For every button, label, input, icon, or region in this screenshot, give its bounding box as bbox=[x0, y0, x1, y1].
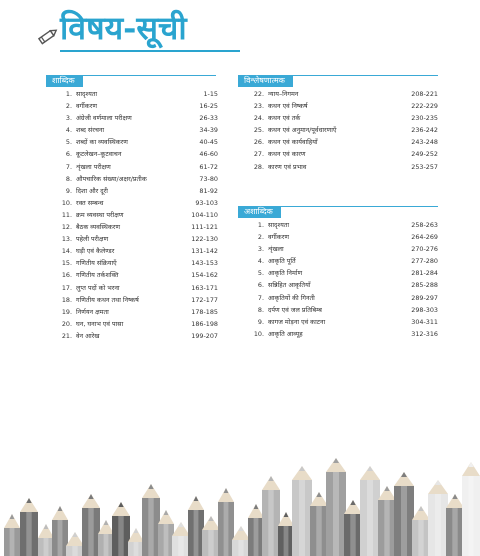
toc-row bbox=[46, 330, 218, 342]
toc-number: 17. bbox=[61, 283, 72, 292]
pencil-lead bbox=[452, 494, 457, 499]
toc-number: 25. bbox=[253, 126, 264, 135]
toc-chapter-title: पहेली परीक्षण bbox=[76, 235, 109, 244]
pencil-highlight bbox=[224, 502, 229, 556]
pencil-highlight bbox=[384, 500, 389, 556]
toc-number: 22. bbox=[253, 90, 264, 98]
pencil-lead bbox=[118, 502, 123, 507]
pencil-highlight bbox=[194, 510, 199, 556]
pencil-lead bbox=[401, 472, 407, 477]
toc-chapter-title: वर्गीकरण bbox=[268, 233, 289, 242]
toc-number: 15. bbox=[61, 259, 72, 268]
pencil-lead bbox=[254, 504, 259, 509]
toc-chapter-title: दर्पण एवं जल प्रतिबिम्ब bbox=[268, 305, 322, 314]
toc-page-range: 172-177 bbox=[191, 295, 218, 304]
toc-page-range: 122-130 bbox=[191, 235, 218, 244]
toc-chapter-title: आकृति आव्यूह bbox=[268, 329, 303, 338]
toc-row bbox=[238, 136, 438, 148]
toc-chapter-title: सादृश्यता bbox=[76, 90, 98, 98]
pencil-lead bbox=[367, 466, 373, 471]
toc-page-range: 264-269 bbox=[411, 233, 438, 242]
toc-chapter-title: शृंखला परीक्षण bbox=[76, 162, 111, 171]
toc-chapter-title: घड़ी एवं कैलेण्डर bbox=[76, 247, 115, 256]
pencil-lead bbox=[316, 492, 321, 497]
pencil-icon bbox=[36, 24, 60, 48]
toc-number: 1. bbox=[65, 90, 72, 98]
toc-row bbox=[238, 112, 438, 124]
toc-number: 1. bbox=[257, 221, 264, 229]
section-heading: अशाब्दिक bbox=[238, 206, 281, 218]
page-title: विषय-सूची bbox=[60, 9, 187, 47]
toc-number: 7. bbox=[65, 162, 72, 171]
toc-row bbox=[46, 221, 218, 233]
toc-row bbox=[46, 282, 218, 294]
toc-row bbox=[46, 148, 218, 160]
toc-number: 6. bbox=[257, 281, 264, 290]
toc-number: 3. bbox=[257, 245, 264, 254]
toc-page-range: 16-25 bbox=[199, 102, 218, 111]
toc-page-range: 154-162 bbox=[191, 271, 218, 280]
pencil-lead bbox=[435, 480, 441, 485]
toc-row bbox=[46, 197, 218, 209]
toc-page-range: 249-252 bbox=[411, 150, 438, 159]
pencil-highlight bbox=[164, 524, 169, 556]
toc-number: 4. bbox=[257, 257, 264, 266]
toc-number: 14. bbox=[61, 247, 72, 256]
toc-chapter-title: रक्त सम्बन्ध bbox=[76, 198, 104, 207]
toc-number: 6. bbox=[65, 150, 72, 159]
toc-row bbox=[46, 88, 218, 100]
pencil-lead bbox=[104, 520, 109, 525]
toc-chapter-title: कथन एवं कारण bbox=[268, 150, 306, 159]
toc-number: 7. bbox=[257, 293, 264, 302]
toc-number: 5. bbox=[257, 269, 264, 278]
toc-number: 9. bbox=[257, 317, 264, 326]
toc-page-range: 304-311 bbox=[411, 317, 438, 326]
pencil-highlight bbox=[44, 538, 49, 556]
pencil-lead bbox=[208, 516, 213, 521]
pencil-lead bbox=[10, 514, 15, 519]
toc-row bbox=[46, 294, 218, 306]
pencil-highlight bbox=[268, 490, 273, 556]
toc-row bbox=[46, 100, 218, 112]
pencil-highlight bbox=[316, 506, 321, 556]
toc-row bbox=[238, 267, 438, 279]
toc-chapter-title: शृंखला bbox=[268, 245, 284, 254]
toc-chapter-title: गणितीय कथन तथा निष्कर्ष bbox=[76, 295, 139, 304]
toc-row bbox=[238, 88, 438, 100]
toc-row bbox=[238, 292, 438, 304]
toc-row bbox=[238, 100, 438, 112]
pencil-lead bbox=[194, 496, 199, 501]
pencil-lead bbox=[26, 498, 31, 503]
pencil-highlight bbox=[104, 534, 109, 556]
toc-number: 27. bbox=[253, 150, 264, 159]
pencil-highlight bbox=[333, 472, 339, 556]
toc-row bbox=[46, 257, 218, 269]
toc-page-range: 111-121 bbox=[191, 223, 218, 232]
toc-row bbox=[46, 318, 218, 330]
toc-chapter-title: आकृतियों की गिनती bbox=[268, 293, 315, 302]
toc-page-range: 186-198 bbox=[191, 319, 218, 328]
section-nonverbal bbox=[238, 206, 438, 338]
pencil-lead bbox=[418, 506, 423, 511]
pencil-highlight bbox=[88, 508, 93, 556]
toc-chapter-title: अंग्रेजी वर्णमाला परीक्षण bbox=[76, 114, 132, 123]
toc-chapter-title: कथन एवं कार्यवाहियाँ bbox=[268, 138, 318, 147]
toc-page-range: 163-171 bbox=[191, 283, 218, 292]
pencil-lead bbox=[44, 524, 49, 529]
toc-row bbox=[46, 161, 218, 173]
pencil-lead bbox=[164, 510, 169, 515]
toc-page-range: 281-284 bbox=[411, 269, 438, 278]
pencil-lead bbox=[299, 466, 305, 471]
toc-number: 21. bbox=[61, 331, 72, 340]
toc-chapter-title: आकृति पूर्ति bbox=[268, 257, 296, 266]
toc-page-range: 277-280 bbox=[411, 257, 438, 266]
pencils-illustration bbox=[0, 436, 480, 556]
pencil-highlight bbox=[367, 480, 373, 556]
pencil-lead bbox=[468, 462, 473, 467]
section-heading: शाब्दिक bbox=[46, 75, 83, 87]
pencil-highlight bbox=[254, 518, 259, 556]
section-analytical bbox=[238, 75, 438, 171]
pencil-highlight bbox=[284, 526, 289, 556]
toc-page-range: 93-103 bbox=[195, 198, 218, 207]
toc-row bbox=[46, 306, 218, 318]
toc-chapter-title: वेन आरेख bbox=[76, 331, 100, 340]
toc-row bbox=[46, 124, 218, 136]
toc-page-range: 298-303 bbox=[411, 305, 438, 314]
toc-row bbox=[238, 316, 438, 328]
pencil-lead bbox=[333, 458, 339, 463]
toc-page-range: 289-297 bbox=[411, 293, 438, 302]
toc-number: 5. bbox=[65, 138, 72, 147]
toc-page-range: 236-242 bbox=[411, 126, 438, 135]
toc-number: 10. bbox=[61, 198, 72, 207]
section-heading: विश्लेषणात्मक bbox=[238, 75, 293, 87]
pencil-highlight bbox=[238, 540, 243, 556]
toc-number: 9. bbox=[65, 186, 72, 195]
toc-chapter-title: दिशा और दूरी bbox=[76, 186, 108, 195]
toc-chapter-title: न्याय–निगमन bbox=[268, 90, 299, 98]
toc-page-range: 81-92 bbox=[199, 186, 218, 195]
pencil-lead bbox=[148, 484, 153, 489]
toc-number: 2. bbox=[65, 102, 72, 111]
pencil-highlight bbox=[452, 508, 457, 556]
pencil-lead bbox=[238, 526, 243, 531]
pencil-highlight bbox=[58, 520, 63, 556]
pencil-highlight bbox=[134, 542, 139, 556]
toc-number: 11. bbox=[61, 210, 72, 219]
toc-chapter-title: आकृति निर्माण bbox=[268, 269, 303, 278]
toc-row bbox=[238, 279, 438, 291]
pencil-highlight bbox=[418, 520, 423, 556]
pencil-lead bbox=[58, 506, 63, 511]
toc-chapter-title: शब्द संरचना bbox=[76, 126, 105, 135]
toc-chapter-title: औपचारिक संख्या/अक्षर/प्रतीक bbox=[76, 174, 147, 183]
toc-chapter-title: गणितीय तर्कशक्ति bbox=[76, 271, 119, 280]
pencil-lead bbox=[384, 486, 389, 491]
toc-page-range: 104-110 bbox=[191, 210, 218, 219]
toc-number: 26. bbox=[253, 138, 264, 147]
toc-page-range: 73-80 bbox=[199, 174, 218, 183]
toc-number: 24. bbox=[253, 114, 264, 123]
toc-chapter-title: कथन एवं तर्क bbox=[268, 114, 301, 123]
pencil-lead bbox=[224, 488, 229, 493]
pencil-highlight bbox=[26, 512, 31, 556]
pencil-highlight bbox=[299, 480, 305, 556]
toc-page-range: 143-153 bbox=[191, 259, 218, 268]
toc-number: 28. bbox=[253, 162, 264, 171]
toc-page-range: 222-229 bbox=[411, 102, 438, 111]
pencil-highlight bbox=[10, 528, 15, 556]
section-verbal bbox=[46, 75, 218, 340]
toc-row bbox=[46, 173, 218, 185]
toc-row bbox=[46, 209, 218, 221]
toc-row bbox=[46, 245, 218, 257]
pencil-highlight bbox=[350, 514, 355, 556]
toc-row bbox=[46, 269, 218, 281]
toc-number: 19. bbox=[61, 307, 72, 316]
toc-row bbox=[46, 185, 218, 197]
toc-number: 13. bbox=[61, 235, 72, 244]
toc-row bbox=[238, 255, 438, 267]
toc-page-range: 61-72 bbox=[199, 162, 218, 171]
toc-page-range: 131-142 bbox=[191, 247, 218, 256]
toc-row bbox=[46, 112, 218, 124]
toc-number: 20. bbox=[61, 319, 72, 328]
toc-chapter-title: कूटलेखन–कूटवाचन bbox=[76, 150, 122, 159]
toc-page-range: 46-60 bbox=[199, 150, 218, 159]
pencil-lead bbox=[178, 522, 183, 527]
toc-page-range: 285-288 bbox=[411, 281, 438, 290]
toc-page-range: 258-263 bbox=[411, 221, 438, 229]
toc-row bbox=[46, 233, 218, 245]
toc-page-range: 178-185 bbox=[191, 307, 218, 316]
toc-chapter-title: लुप्त पदों को भरना bbox=[76, 283, 120, 292]
toc-row bbox=[238, 243, 438, 255]
toc-chapter-title: शब्दों का व्यवस्थिकरण bbox=[76, 138, 128, 147]
toc-number: 2. bbox=[257, 233, 264, 242]
toc-page-range: 312-316 bbox=[411, 329, 438, 338]
toc-number: 18. bbox=[61, 295, 72, 304]
toc-chapter-title: बैठक व्यवस्थिकरण bbox=[76, 223, 120, 232]
toc-chapter-title: सादृश्यता bbox=[268, 221, 290, 229]
pencil-lead bbox=[88, 494, 93, 499]
toc-number: 16. bbox=[61, 271, 72, 280]
toc-row bbox=[238, 219, 438, 231]
pencil-lead bbox=[72, 532, 77, 537]
pencil-highlight bbox=[401, 486, 407, 556]
toc-number: 12. bbox=[61, 223, 72, 232]
toc-row bbox=[238, 161, 438, 173]
toc-number: 8. bbox=[257, 305, 264, 314]
toc-page-range: 34-39 bbox=[199, 126, 218, 135]
toc-page-range: 230-235 bbox=[411, 114, 438, 123]
toc-chapter-title: क्रम व्यवस्था परीक्षण bbox=[76, 210, 124, 219]
toc-row bbox=[238, 304, 438, 316]
toc-number: 8. bbox=[65, 174, 72, 183]
toc-number: 10. bbox=[253, 329, 264, 338]
toc-chapter-title: निर्णयन क्षमता bbox=[76, 307, 109, 316]
toc-row bbox=[46, 136, 218, 148]
pencil-highlight bbox=[148, 498, 153, 556]
toc-page-range: 208-221 bbox=[411, 90, 438, 98]
toc-page-range: 270-276 bbox=[411, 245, 438, 254]
pencil-lead bbox=[134, 528, 139, 533]
toc-chapter-title: कागज मोड़ना एवं काटना bbox=[268, 317, 326, 326]
pencil-highlight bbox=[118, 516, 123, 556]
toc-chapter-title: गणितीय संक्रियाएँ bbox=[76, 259, 117, 268]
toc-chapter-title: घन, घनाभ एवं पासा bbox=[76, 319, 124, 328]
title-underline bbox=[60, 50, 240, 52]
toc-chapter-title: वर्गीकरण bbox=[76, 102, 97, 111]
toc-page-range: 1-15 bbox=[203, 90, 218, 98]
pencil-lead bbox=[284, 512, 289, 517]
toc-row bbox=[238, 328, 438, 340]
toc-page-range: 253-257 bbox=[411, 162, 438, 171]
toc-page-range: 26-33 bbox=[199, 114, 218, 123]
toc-page-range: 40-45 bbox=[199, 138, 218, 147]
pencil-highlight bbox=[72, 546, 77, 556]
toc-row bbox=[238, 148, 438, 160]
toc-row bbox=[238, 124, 438, 136]
toc-chapter-title: कथन एवं अनुमान/पूर्वधारणाएँ bbox=[268, 126, 337, 135]
toc-chapter-title: कारण एवं प्रभाव bbox=[268, 162, 307, 171]
toc-number: 4. bbox=[65, 126, 72, 135]
pencil-lead bbox=[350, 500, 355, 505]
pencil-lead bbox=[268, 476, 273, 481]
pencil-highlight bbox=[468, 476, 473, 556]
pencil-highlight bbox=[208, 530, 213, 556]
pencil-highlight bbox=[178, 536, 183, 556]
toc-number: 23. bbox=[253, 102, 264, 111]
toc-page-range: 243-248 bbox=[411, 138, 438, 147]
pencil-highlight bbox=[435, 494, 441, 556]
toc-row bbox=[238, 231, 438, 243]
toc-number: 3. bbox=[65, 114, 72, 123]
toc-chapter-title: सन्निहित आकृतियाँ bbox=[268, 281, 311, 290]
toc-page-range: 199-207 bbox=[191, 331, 218, 340]
toc-chapter-title: कथन एवं निष्कर्ष bbox=[268, 102, 308, 111]
